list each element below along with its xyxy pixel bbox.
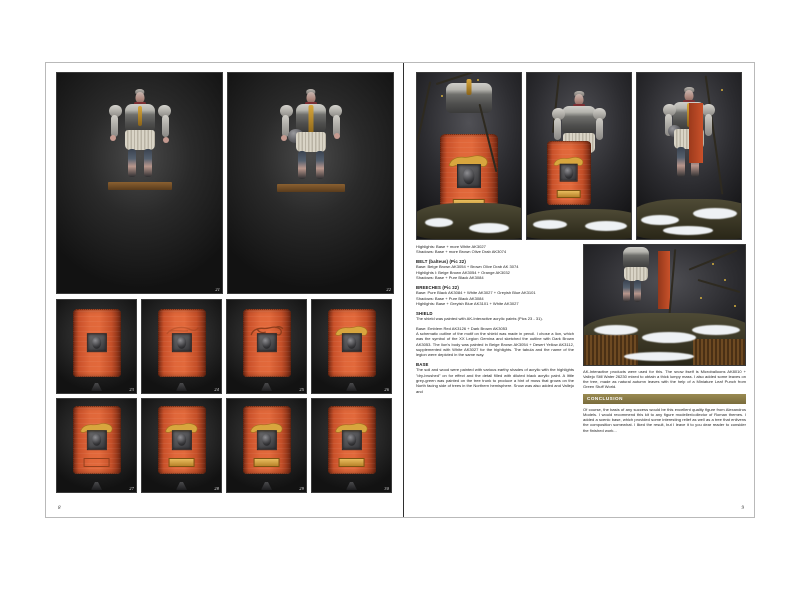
- shadows-line: Shadows: Base + more Brown Olive Drab AK3074: [416, 249, 507, 255]
- belt-shadows: Shadows: Base + Pure Black AK3084: [416, 275, 484, 281]
- shield-intro: The shield was painted with AK-Interactive acrylic paints (Pics 23 - 31).: [416, 316, 543, 322]
- photo-diorama-base-snow-tree[interactable]: [583, 244, 746, 366]
- shield-heading: SHIELD: [416, 310, 433, 316]
- photo-number: 25: [299, 387, 304, 392]
- photo-diorama-front-full[interactable]: [636, 72, 742, 240]
- photo-number: 28: [214, 486, 219, 491]
- photo-number: 21: [215, 287, 220, 292]
- right-page-left-column: [416, 244, 574, 433]
- magazine-spread: [45, 62, 755, 518]
- photo-number: 27: [129, 486, 134, 491]
- conclusion-body: Of course, the basis of any success would be this excellent quality figure from Alexandros Models. I would recommend this kit to any figure modeller/collector of Roman themes. I added a scenic base, which provided some interesting relief as well as a tree that enlivens the composition somewhat. I liked the result, but I leave it to you dear reader to consider the finished work...: [583, 406, 746, 433]
- right-page-right-column: [583, 244, 746, 433]
- photo-number: 26: [384, 387, 389, 392]
- photo-shield-lion-tabula-shaded[interactable]: [226, 398, 307, 493]
- shield-row-2: [56, 398, 394, 493]
- photo-number: 29: [299, 486, 304, 491]
- photo-shield-lion-empty-tabula[interactable]: [56, 398, 137, 493]
- photo-figure-rear-view[interactable]: [56, 72, 223, 294]
- belt-highlights: Highlights I: Beige Brown AK3054 + Orange AK3032: [416, 269, 510, 275]
- photo-shield-sketch-pencil[interactable]: [141, 299, 222, 394]
- right-top-photo-row: [416, 72, 746, 240]
- belt-heading: BELT (balteus) (Pic 22): [416, 258, 466, 264]
- photo-shield-outline-lion[interactable]: [226, 299, 307, 394]
- photo-shield-lion-gold-tabula[interactable]: [141, 398, 222, 493]
- photo-shield-gold-lion[interactable]: [311, 299, 392, 394]
- base-heading: BASE: [416, 361, 429, 367]
- right-page-columns: [416, 244, 746, 433]
- continued-body: AK-Interactive products were used for this. The snow itself is Microballoons AK8010 + Vallejo Still Water 26230 mixed to obtain a thick lumpy mass. I also added some leaves on the tree, made as natural autumn leaves with the help of a Miniature Leaf Punch from Green Stuff World.: [583, 368, 746, 390]
- photo-shield-plain-red[interactable]: [56, 299, 137, 394]
- photo-number: 22: [386, 287, 391, 292]
- right-page: [404, 63, 756, 517]
- breeches-heading: BREECHES (Pic 22): [416, 284, 459, 290]
- photo-number: 23: [129, 387, 134, 392]
- belt-base: Base: Beige Brown AK3054 + Brown Olive Drab AK 3074: [416, 264, 519, 270]
- left-page: [46, 63, 404, 517]
- left-page-number: 8: [58, 506, 61, 511]
- photo-number: 24: [214, 387, 219, 392]
- photo-diorama-rear-three-quarter[interactable]: [526, 72, 632, 240]
- shield-base-line: Base: Emblem Red AK3126 + Dark Brown AK3053: [416, 325, 508, 331]
- breeches-shadows: Shadows: Base + Pure Black AK3084: [416, 295, 484, 301]
- shield-row-1: [56, 299, 394, 394]
- conclusion-ribbon: CONCLUSION: [583, 394, 746, 404]
- photo-shield-lion-tabula-final[interactable]: [311, 398, 392, 493]
- photo-figure-front-view[interactable]: [227, 72, 394, 294]
- left-top-photo-row: [56, 72, 394, 294]
- breeches-base: Base: Pure Black AK3084 + White AK3027 + Greyish Blue AK3101: [416, 290, 536, 296]
- photo-number: 30: [384, 486, 389, 491]
- photo-diorama-shield-closeup[interactable]: [416, 72, 522, 240]
- right-page-number: 9: [741, 506, 744, 511]
- base-body: The soil and wood were painted with various earthy shades of acrylic with the highlights "dry-brushed" on for effect and the detail filled with diluted black acrylic paint. A little grey-green was painted on the tree trunk to produce a hint of moss that grows on the North facing side of trees in the Northern hemisphere. Snow was also added and Vallejo and: [416, 367, 574, 394]
- shield-body: A schematic outline of the motif on the shield was made in pencil. I chose a lion, which was the symbol of the XX Legion Gemina and sketched the outline with Dark Brown AK3053. The lion's body was painted in Beige Brown AK3054 + Desert Yellow AK3112, supplemented with White AK3027 for the highlights. The tabula and the name of the legion were depicted in the same way.: [416, 331, 574, 358]
- breeches-highlights: Highlights: Base + Greyish Blue AK3101 + White AK3027: [416, 300, 519, 306]
- highlights-line: Highlights: Base + more White AK3027: [416, 244, 486, 249]
